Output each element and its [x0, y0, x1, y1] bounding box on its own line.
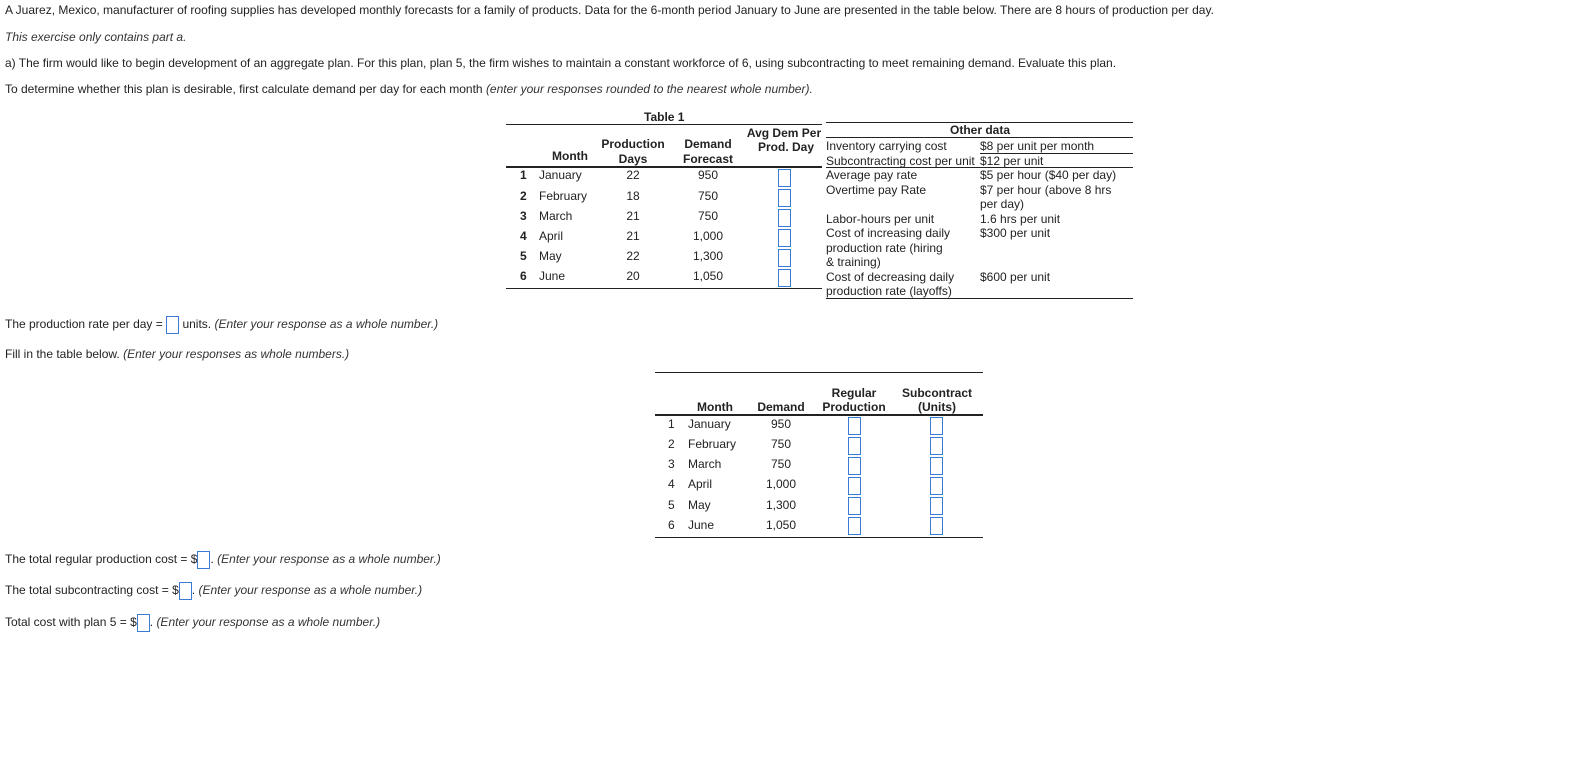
row-number: 6 [520, 269, 527, 283]
row-demand: 750 [770, 457, 792, 471]
subcontracting-cost-line [5, 582, 422, 600]
row-number: 4 [520, 229, 527, 243]
fill-table-instruction [5, 347, 349, 361]
fill-table-prompt: Fill in the table below. [5, 347, 120, 361]
row-forecast: 1,050 [692, 269, 724, 283]
other-data-value: $600 per unit [980, 270, 1051, 284]
total-cost-period: . [149, 615, 154, 630]
row-month: January [539, 168, 582, 182]
row-demand: 1,050 [765, 518, 797, 532]
other-data-value: $8 per unit per month [980, 139, 1095, 153]
other-data-label: Subcontracting cost per unit [826, 154, 975, 168]
other-data-value: $12 per unit [980, 154, 1044, 168]
row-demand: 750 [770, 437, 792, 451]
plan-table-bottom-rule [655, 537, 983, 538]
avg-dem-input-june[interactable] [778, 269, 791, 287]
row-demand: 950 [770, 417, 792, 431]
regular-cost-input[interactable] [197, 551, 210, 569]
row-days: 20 [626, 269, 640, 283]
table-1-bottom-rule [506, 288, 822, 289]
regular-production-input-may[interactable] [848, 497, 861, 515]
subcontract-input-may[interactable] [930, 497, 943, 515]
other-data-label: Inventory carrying cost [826, 139, 947, 153]
other-data-label: & training) [826, 255, 881, 269]
other-data-label: production rate (hiring [826, 241, 943, 255]
subcontract-input-january[interactable] [930, 417, 943, 435]
header-month: Month [552, 149, 588, 163]
subcontract-input-february[interactable] [930, 437, 943, 455]
header-units: (Units) [918, 400, 956, 414]
row-forecast: 750 [697, 209, 719, 223]
table-1-top-rule [506, 124, 822, 125]
table-1-title: Table 1 [644, 110, 685, 124]
regular-cost-hint: (Enter your response as a whole number.) [217, 552, 441, 567]
plan-table-header-rule [655, 414, 983, 416]
subcontract-input-june[interactable] [930, 517, 943, 535]
row-days: 21 [626, 209, 640, 223]
subcontracting-cost-label: The total subcontracting cost = $ [5, 583, 179, 598]
row-month: May [539, 249, 562, 263]
other-data-label: Labor-hours per unit [826, 212, 935, 226]
avg-dem-input-april[interactable] [778, 229, 791, 247]
regular-cost-line [5, 551, 441, 569]
other-data-label: production rate (layoffs) [826, 284, 952, 298]
row-forecast: 1,000 [692, 229, 724, 243]
row-month: April [539, 229, 564, 243]
row-number: 5 [520, 249, 527, 263]
other-data-value: 1.6 hrs per unit [980, 212, 1061, 226]
header-subcontract: Subcontract [901, 386, 972, 400]
header-days: Days [618, 152, 648, 166]
row-month: March [539, 209, 573, 223]
row-number: 3 [668, 457, 675, 471]
part-a-description: a) The firm would like to begin development of an aggregate plan. For this plan, plan 5, the firm wishes to maintain a constant workforce of 6, using subcontracting to meet remaining demand. Evaluate this plan. [5, 56, 1117, 70]
row-days: 21 [626, 229, 640, 243]
avg-dem-input-may[interactable] [778, 249, 791, 267]
production-rate-line [5, 316, 438, 334]
row-forecast: 1,300 [692, 249, 724, 263]
row-days: 22 [626, 168, 640, 182]
row-days: 22 [626, 249, 640, 263]
other-data-bottom-rule [826, 298, 1133, 299]
regular-production-input-march[interactable] [848, 457, 861, 475]
row-month: February [688, 437, 737, 451]
production-rate-hint: (Enter your response as a whole number.) [214, 317, 439, 332]
production-rate-unit: units. [182, 317, 212, 332]
regular-cost-period: . [210, 552, 214, 567]
regular-production-input-february[interactable] [848, 437, 861, 455]
instruction [5, 82, 813, 96]
other-data-header-rule [826, 137, 1133, 138]
header-prod-day: Prod. Day [757, 140, 814, 154]
subcontracting-cost-input[interactable] [179, 582, 192, 600]
row-number: 2 [520, 189, 527, 203]
other-data-label: Cost of increasing daily [826, 226, 951, 240]
other-data-label: Cost of decreasing daily [826, 270, 955, 284]
row-number: 1 [520, 168, 527, 182]
avg-dem-input-february[interactable] [778, 189, 791, 207]
row-days: 18 [626, 189, 640, 203]
other-data-title: Other data [950, 123, 1011, 137]
other-data-value: $7 per hour (above 8 hrs [980, 183, 1112, 197]
row-number: 4 [668, 477, 675, 491]
exercise-note: This exercise only contains part a. [5, 30, 187, 44]
total-cost-hint: (Enter your response as a whole number.) [156, 615, 381, 630]
header-month: Month [697, 400, 733, 414]
subcontracting-cost-period: . [191, 583, 196, 598]
row-number: 6 [668, 518, 675, 532]
subcontract-input-april[interactable] [930, 477, 943, 495]
row-forecast: 950 [697, 168, 719, 182]
intro-paragraph: A Juarez, Mexico, manufacturer of roofing supplies has developed monthly forecasts for a family of products. Data for the 6-month period January to June are presented in the table below. There are 8 hours of production per day. [5, 3, 1214, 17]
row-month: January [688, 417, 731, 431]
header-demand: Demand [684, 137, 732, 151]
row-month: June [539, 269, 566, 283]
regular-production-input-april[interactable] [848, 477, 861, 495]
row-number: 5 [668, 498, 675, 512]
fill-table-hint: (Enter your responses as whole numbers.) [123, 347, 350, 361]
avg-dem-input-march[interactable] [778, 209, 791, 227]
row-number: 3 [520, 209, 527, 223]
other-data-label: Average pay rate [826, 168, 918, 182]
total-cost-input[interactable] [137, 614, 150, 632]
row-demand: 1,000 [765, 477, 797, 491]
row-month: March [688, 457, 722, 471]
plan-table-top-rule [655, 372, 983, 373]
header-production: Production [601, 137, 665, 151]
subcontract-input-march[interactable] [930, 457, 943, 475]
regular-production-input-june[interactable] [848, 517, 861, 535]
row-month: June [688, 518, 715, 532]
row-number: 1 [668, 417, 675, 431]
other-data-value: $5 per hour ($40 per day) [980, 168, 1117, 182]
other-data-value: per day) [980, 197, 1025, 211]
other-data-label: Overtime pay Rate [826, 183, 927, 197]
row-month: April [688, 477, 713, 491]
row-forecast: 750 [697, 189, 719, 203]
row-month: February [539, 189, 588, 203]
production-rate-label: The production rate per day = [5, 317, 163, 332]
total-cost-line [5, 614, 380, 632]
instruction-hint: (enter your responses rounded to the nearest whole number). [485, 82, 813, 96]
header-avg-dem: Avg Dem Per [746, 126, 822, 140]
row-demand: 1,300 [765, 498, 797, 512]
header-demand: Demand [757, 400, 805, 414]
subcontracting-cost-hint: (Enter your response as a whole number.) [198, 583, 423, 598]
row-number: 2 [668, 437, 675, 451]
regular-cost-label: The total regular production cost = $ [5, 552, 198, 567]
other-data-value: $300 per unit [980, 226, 1051, 240]
avg-dem-input-january[interactable] [778, 169, 791, 187]
header-regular: Regular [831, 386, 877, 400]
header-forecast: Forecast [682, 152, 734, 166]
total-cost-label: Total cost with plan 5 = $ [5, 615, 137, 630]
row-month: May [688, 498, 711, 512]
production-rate-input[interactable] [166, 316, 179, 334]
instruction-text: To determine whether this plan is desirable, first calculate demand per day for each month [5, 82, 483, 96]
header-production: Production [822, 400, 886, 414]
regular-production-input-january[interactable] [848, 417, 861, 435]
